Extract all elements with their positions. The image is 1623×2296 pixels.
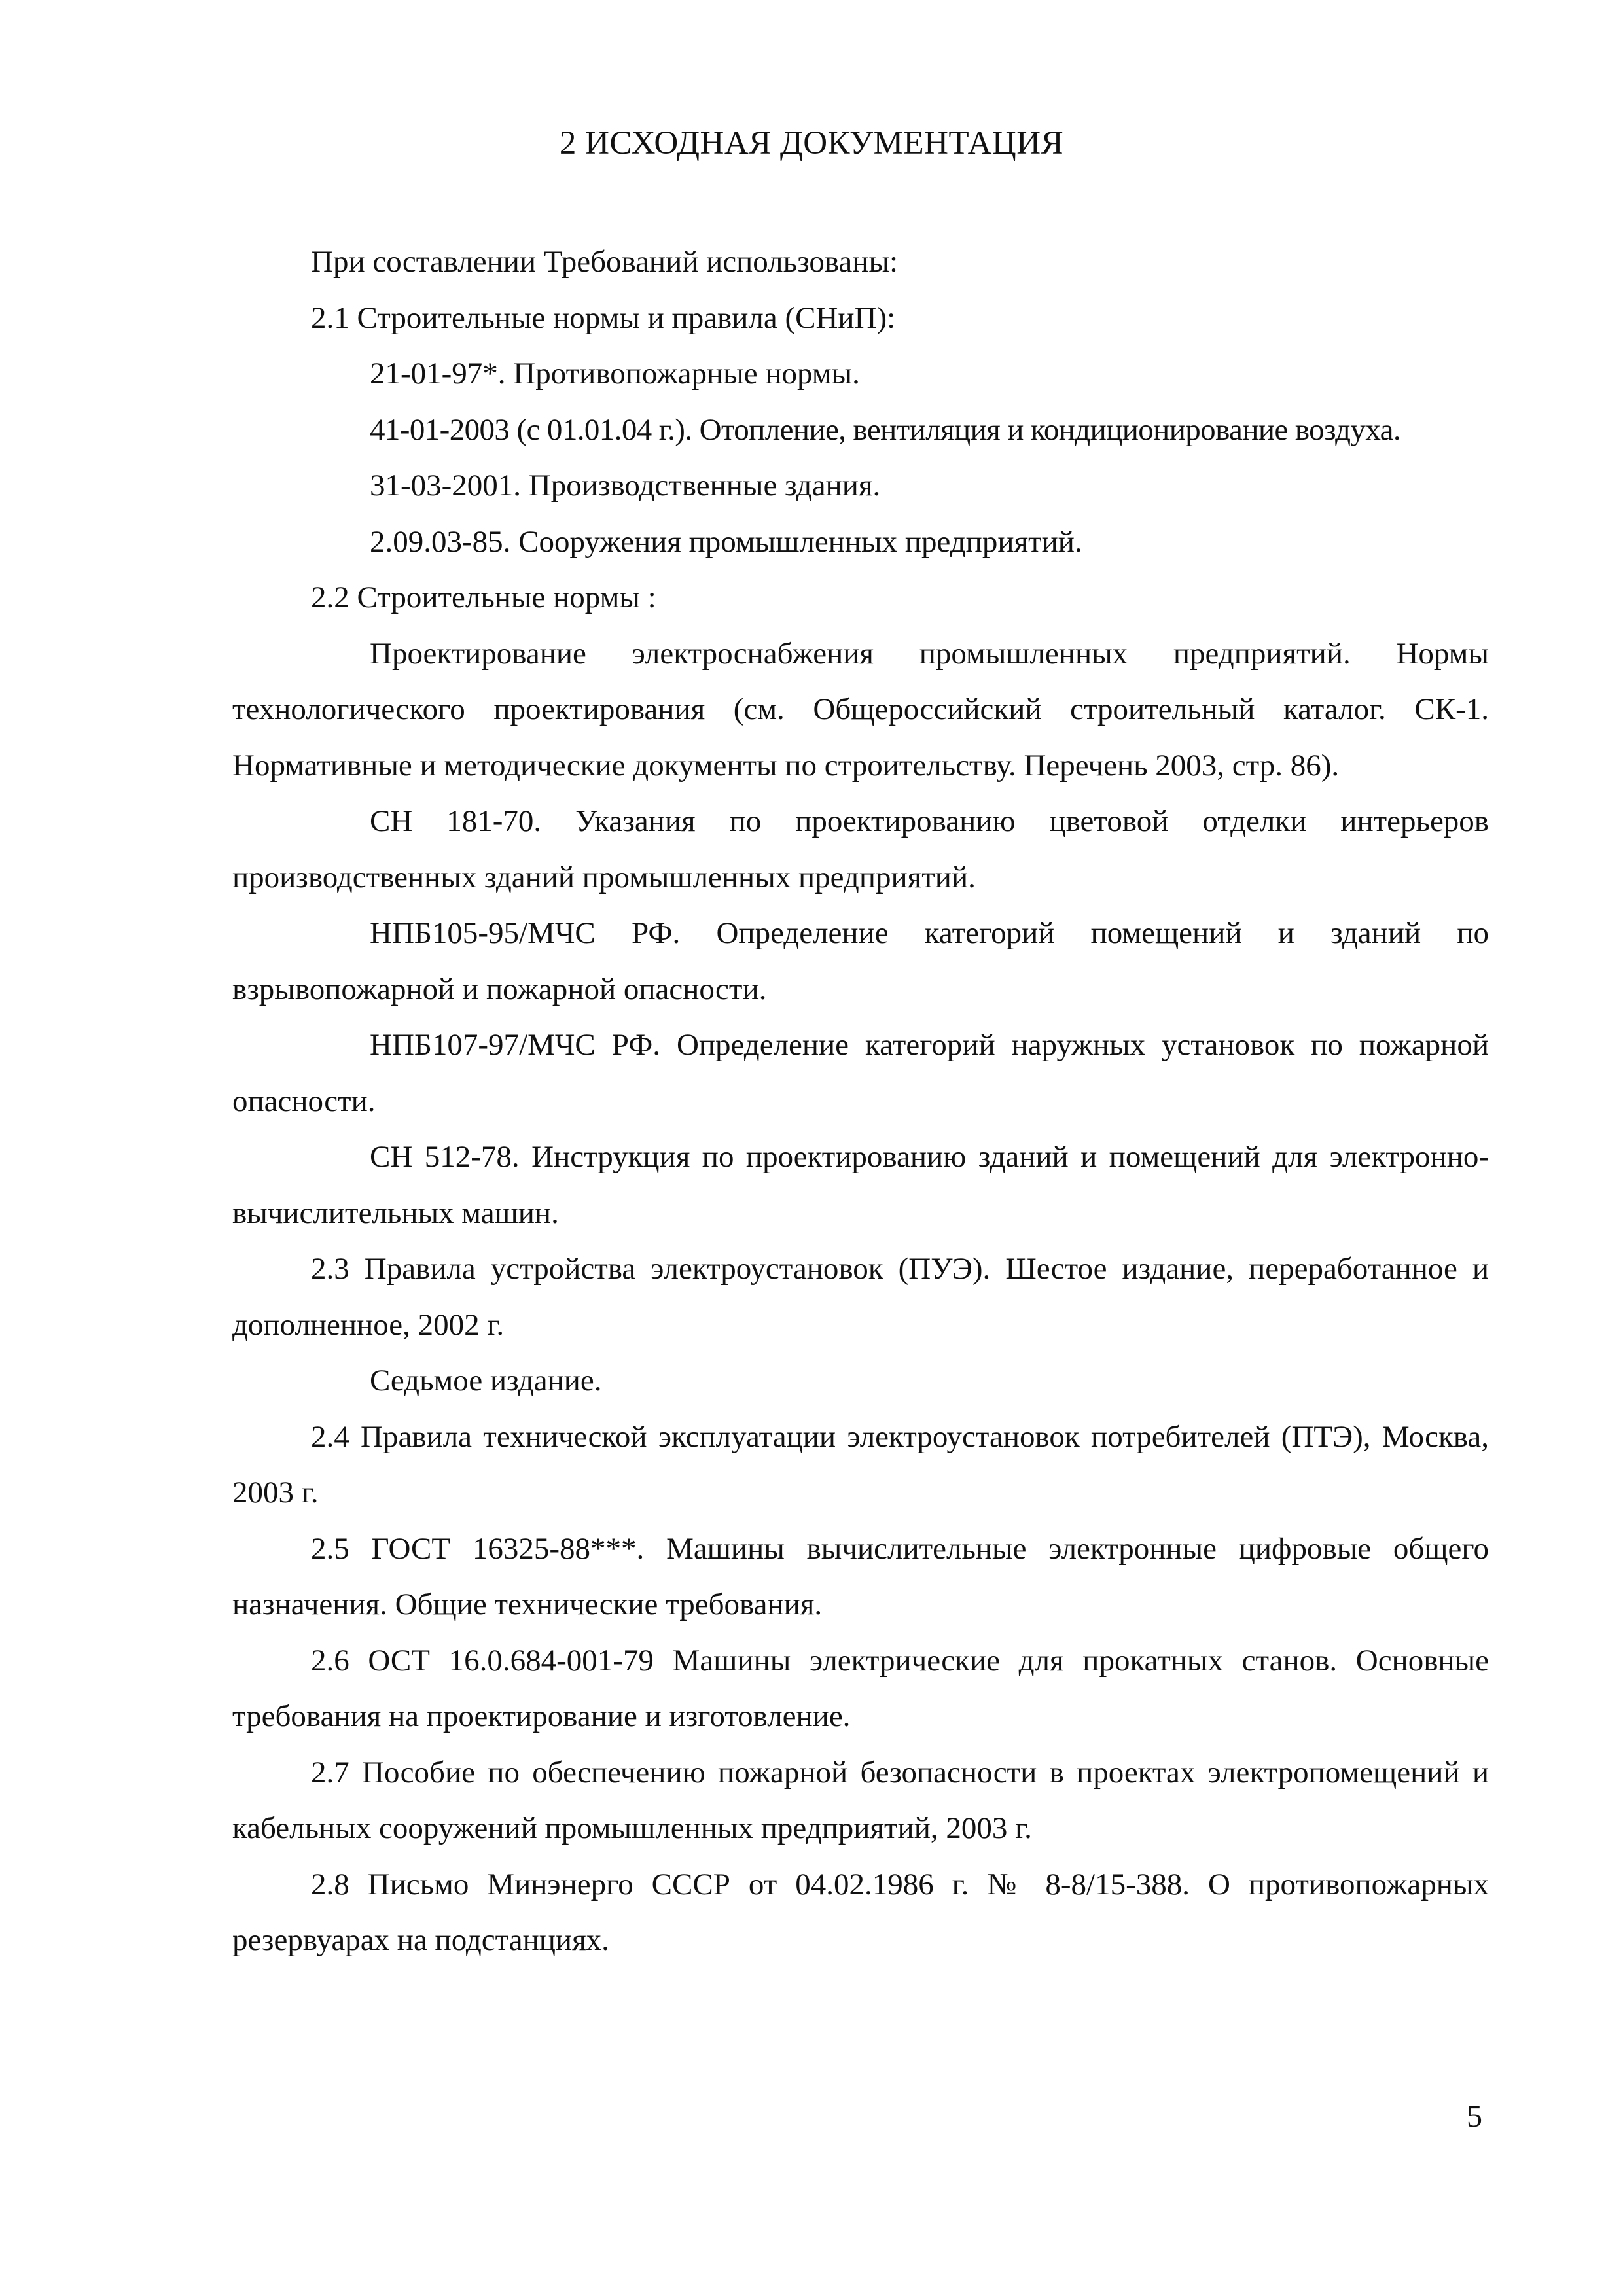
- item-2-5: 2.5 ГОСТ 16325-88***. Машины вычислительные электронные цифровые общего назначения. Общие технические требования.: [232, 1531, 1489, 1621]
- intro-paragraph: При составлении Требований использованы:: [311, 245, 899, 279]
- item-2-6: 2.6 ОСТ 16.0.684-001-79 Машины электрические для прокатных станов. Основные требования на проектирование и изготовление.: [232, 1643, 1489, 1733]
- item-2-8: 2.8 Письмо Минэнерго СССР от 04.02.1986 г. № 8-8/15-388. О противопожарных резервуарах на подстанциях.: [232, 1867, 1489, 1957]
- snip-item: 31-03-2001. Производственные здания.: [370, 468, 881, 503]
- item-2-3-extra: Седьмое издание.: [370, 1364, 602, 1398]
- item-2-1: 2.1 Строительные нормы и правила (СНиП):: [311, 300, 896, 335]
- page-number: 5: [1467, 2099, 1482, 2134]
- section-title: 2 ИСХОДНАЯ ДОКУМЕНТАЦИЯ: [559, 125, 1064, 162]
- norm-item: СН 181-70. Указания по проектированию цветовой отделки интерьеров производственных зданий промышленных предприятий.: [232, 804, 1489, 894]
- snip-item: 21-01-97*. Противопожарные нормы.: [370, 357, 860, 391]
- norm-item: НПБ107-97/МЧС РФ. Определение категорий наружных установок по пожарной опасности.: [232, 1028, 1489, 1118]
- item-2-7: 2.7 Пособие по обеспечению пожарной безопасности в проектах электропомещений и кабельных сооружений промышленных предприятий, 2003 г.: [232, 1755, 1489, 1845]
- item-2-2: 2.2 Строительные нормы :: [311, 580, 656, 614]
- snip-item: 41-01-2003 (с 01.01.04 г.). Отопление, вентиляция и кондиционирование воздуха.: [370, 412, 1401, 447]
- item-2-3: 2.3 Правила устройства электроустановок (ПУЭ). Шестое издание, переработанное и дополненное, 2002 г.: [232, 1252, 1489, 1342]
- item-2-4: 2.4 Правила технической эксплуатации электроустановок потребителей (ПТЭ), Москва, 2003 г.: [232, 1419, 1489, 1510]
- section-body: [232, 234, 1489, 1969]
- norm-item: СН 512-78. Инструкция по проектированию зданий и помещений для электронно-вычислительных машин.: [232, 1140, 1489, 1230]
- norm-item: Проектирование электроснабжения промышленных предприятий. Нормы технологического проектирования (см. Общероссийский строительный каталог. СК-1. Нормативные и методические документы по строительству. Перечень 2003, стр. 86).: [232, 636, 1489, 783]
- norm-item: НПБ105-95/МЧС РФ. Определение категорий помещений и зданий по взрывопожарной и пожарной опасности.: [232, 916, 1489, 1006]
- snip-item: 2.09.03-85. Сооружения промышленных предприятий.: [370, 524, 1082, 559]
